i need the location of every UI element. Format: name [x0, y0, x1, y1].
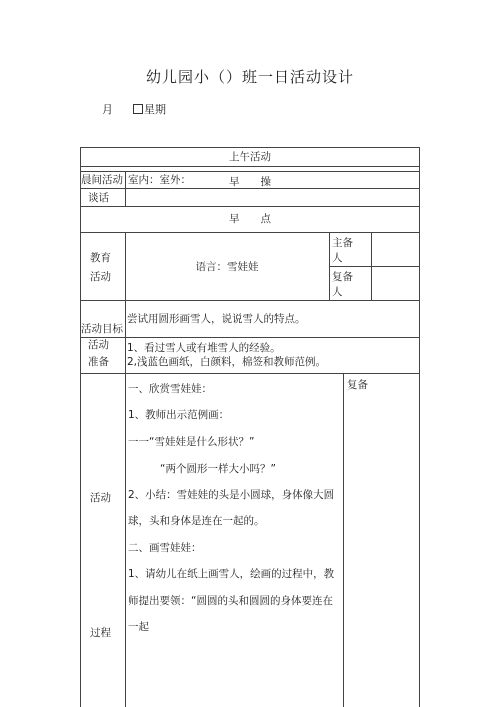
- row-divider: [329, 266, 420, 267]
- row-divider: [80, 373, 420, 374]
- col-divider: [343, 373, 344, 707]
- process-line: 二、画雪娃娃：: [128, 542, 202, 554]
- process-line: “两个圆形一样大小吗？”: [160, 463, 276, 475]
- row-divider: [80, 171, 420, 172]
- col-divider: [125, 232, 126, 707]
- prep-item-1: 1、看过雪人或有堆雪人的经验。: [127, 342, 281, 354]
- row-divider: [80, 337, 420, 338]
- process-line: 1、请幼儿在纸上画雪人，绘画的过程中，教: [128, 568, 335, 580]
- lead-prep-line1: 主备: [332, 237, 353, 249]
- row-divider: [80, 166, 420, 167]
- co-prep-line1: 复备: [332, 271, 353, 283]
- prep-item-2: 2,浅蓝色画纸，白颜料，棉签和教师范例。: [127, 356, 327, 368]
- checkbox-icon: [133, 104, 143, 114]
- month-label: 月: [102, 103, 113, 116]
- morning-outdoor-label: 晨间活动: [81, 174, 123, 186]
- row-divider: [80, 300, 420, 301]
- process-line: 一起: [128, 621, 149, 633]
- page-title: 幼儿园小（）班一日活动设计: [145, 68, 354, 86]
- process-line: 2、小结：雪娃娃的头是小圆球，身体像大圆: [128, 489, 335, 501]
- row-divider: [80, 232, 420, 233]
- process-label-top: 活动: [90, 492, 111, 504]
- date-line: [102, 101, 166, 117]
- process-line: 师提出要领：“圆圆的头和圆圆的身体要连在: [128, 595, 333, 607]
- co-prep-line2: 人: [332, 286, 343, 298]
- lead-prep-line2: 人: [332, 252, 343, 264]
- goal-value: 尝试用圆形画雪人，说说雪人的特点。: [127, 313, 306, 325]
- weekday-label: 星期: [144, 103, 166, 116]
- goal-label: 活动目标: [81, 323, 123, 335]
- snack-row: 早 点: [229, 213, 271, 225]
- edu-label-line2: 活动: [90, 271, 111, 283]
- process-line: 一一“雪娃娃是什么形状？”: [128, 436, 255, 448]
- process-side-label: 复备: [347, 379, 368, 391]
- process-label-bottom: 过程: [90, 627, 111, 639]
- exercise-row: 早 操: [229, 176, 271, 188]
- process-line: 一、欣赏雪娃娃：: [128, 383, 212, 395]
- process-line: 球，头和身体是连在一起的。: [128, 515, 265, 527]
- edu-label-line1: 教育: [90, 252, 111, 264]
- process-line: 1、教师出示范例画：: [128, 409, 230, 421]
- col-divider: [329, 232, 330, 300]
- col-divider: [371, 232, 372, 300]
- row-divider: [80, 206, 420, 207]
- edu-activity-value: 语言：雪娃娃: [195, 261, 259, 273]
- col-divider: [125, 188, 126, 206]
- morning-activity-header: 上午活动: [229, 151, 271, 163]
- prep-label-line1: 活动: [88, 339, 109, 351]
- morning-outdoor-value: 室内：室外：: [128, 174, 191, 186]
- talk-label: 谈话: [88, 192, 109, 204]
- prep-label-line2: 准备: [88, 356, 109, 368]
